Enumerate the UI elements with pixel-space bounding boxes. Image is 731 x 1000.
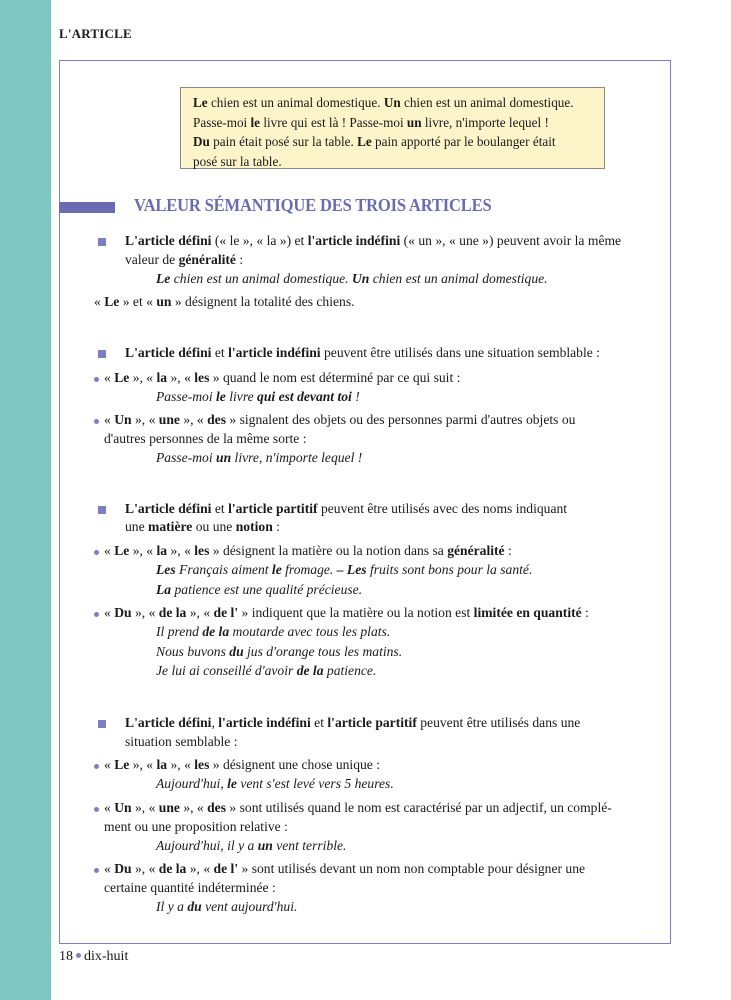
text-run: patience est une qualité précieuse. [171, 582, 363, 597]
text-run: et [211, 501, 229, 516]
dot-bullet-icon [94, 419, 99, 424]
bold-text: un [216, 450, 232, 465]
text-run: », « [129, 543, 157, 558]
text-run: valeur de [125, 252, 179, 267]
dot-bullet-icon [94, 550, 99, 555]
bold-text: un [257, 838, 273, 853]
rule-text-line [104, 757, 380, 773]
text-run: » signalent des objets ou des personnes parmi d'autres objets ou [226, 412, 576, 427]
bold-text: l'article partitif [228, 501, 318, 516]
dot-bullet-icon [94, 377, 99, 382]
bold-text: de l' [213, 861, 239, 876]
text-run: Aujourd'hui, [156, 776, 228, 791]
text-run: (« le », « la ») et [211, 233, 308, 248]
bold-text: des [207, 800, 227, 815]
rule-text-line [104, 861, 585, 877]
bold-text: des [207, 412, 227, 427]
bold-text: le [271, 562, 282, 577]
bold-text: généralité [447, 543, 505, 558]
text-run: d'autres personnes de la même sorte : [104, 431, 307, 446]
text-run: » et « [119, 294, 157, 309]
text-run: « [104, 543, 115, 558]
bold-text: Le [114, 370, 130, 385]
rule-text-line [125, 233, 621, 249]
square-bullet-icon [98, 350, 106, 358]
text-run: « [104, 605, 115, 620]
text-run: Il prend [156, 624, 203, 639]
text-run: : [581, 605, 589, 620]
bold-text: du [229, 644, 244, 659]
bold-text: Le [193, 95, 208, 110]
example-sentence [156, 644, 402, 660]
text-run: », « [186, 605, 214, 620]
bold-text: Les [156, 562, 176, 577]
bold-text: Du [193, 134, 210, 150]
text-run: », « [167, 370, 195, 385]
text-run: et [211, 345, 229, 360]
bold-text: notion [235, 519, 273, 534]
bold-text: Du [114, 605, 132, 620]
bold-text: Le [104, 294, 120, 309]
bold-text: Du [114, 861, 132, 876]
text-run: chien est un animal domestique. [207, 95, 384, 110]
example-sentence [156, 899, 297, 915]
text-run: une [125, 519, 149, 534]
text-run: chien est un animal domestique. [400, 95, 574, 110]
rule-text-line [125, 252, 243, 268]
text-run: « [104, 412, 115, 427]
square-bullet-icon [98, 238, 106, 246]
text-run: », « [179, 800, 208, 815]
bold-text: la [156, 543, 168, 558]
text-run: » désignent la totalité des chiens. [171, 294, 355, 309]
text-run: fromage. [281, 562, 337, 577]
rule-text-line [104, 800, 612, 816]
text-run: ment ou une proposition relative : [104, 819, 288, 834]
chapter-header: L'ARTICLE [59, 26, 132, 41]
example-line [193, 113, 594, 133]
text-run: peuvent être utilisés dans une [416, 715, 581, 730]
text-run: peuvent être utilisés avec des noms indiquant [317, 501, 568, 516]
text-run: « [94, 294, 105, 309]
dot-bullet-icon [94, 868, 99, 873]
text-run: ou une [192, 519, 236, 534]
text-run: jus d'orange tous les matins. [243, 644, 403, 659]
bold-text: les [194, 757, 210, 772]
bold-text: l'article indéfini [218, 715, 311, 730]
bold-text: l'article indéfini [307, 233, 401, 248]
bold-text: – Les [336, 562, 367, 577]
text-run: , [211, 715, 219, 730]
example-sentence [156, 582, 362, 598]
bold-text: qui est devant toi [257, 389, 352, 404]
text-run: vent aujourd'hui. [201, 899, 298, 914]
text-run: fruits sont bons pour la santé. [366, 562, 533, 577]
text-run: moutarde avec tous les plats. [229, 624, 391, 639]
example-sentence [156, 389, 360, 405]
bold-text: Le [357, 134, 372, 150]
text-run: Passe-moi [193, 114, 251, 130]
text-run: » indiquent que la matière ou la notion est [238, 605, 474, 620]
text-run: situation semblable : [125, 734, 238, 749]
text-run: patience. [323, 663, 377, 678]
bold-text: le [227, 776, 237, 791]
bold-text: Le [156, 271, 171, 286]
text-run: « [104, 800, 115, 815]
text-run: livre, n'importe lequel ! [231, 450, 363, 465]
example-sentence [156, 663, 376, 679]
bold-text: limitée en quantité [473, 605, 582, 620]
rule-text-line [125, 715, 580, 731]
text-run: Passe-moi [156, 389, 217, 404]
bold-text: le [216, 389, 226, 404]
text-run: : [504, 543, 512, 558]
text-run: : [272, 519, 280, 534]
bold-text: une [158, 412, 180, 427]
text-run: Aujourd'hui, il y a [156, 838, 258, 853]
text-run: », « [167, 543, 195, 558]
bold-text: les [194, 370, 210, 385]
text-run: (« un », « une ») peuvent avoir la même [400, 233, 622, 248]
text-run: », « [131, 605, 159, 620]
page-number: 18 [59, 949, 73, 964]
text-run: Il y a [156, 899, 188, 914]
rule-text-line [104, 605, 589, 621]
text-run: pain apporté par le boulanger était [371, 134, 556, 150]
bold-text: La [156, 582, 172, 597]
rule-text-line [125, 345, 600, 361]
text-run: : [235, 252, 244, 267]
rule-text-line [94, 294, 355, 310]
text-run: vent terrible. [272, 838, 347, 853]
example-sentence [156, 271, 548, 287]
bold-text: du [187, 899, 202, 914]
bold-text: la [156, 757, 168, 772]
text-run: », « [131, 412, 159, 427]
text-run: » quand le nom est déterminé par ce qui suit : [209, 370, 461, 385]
bold-text: un [406, 114, 422, 130]
example-line [193, 132, 594, 152]
text-run: », « [186, 861, 214, 876]
section-title-bar [59, 202, 115, 213]
bold-text: l'article partitif [327, 715, 417, 730]
text-run: « [104, 757, 115, 772]
bold-text: Un [114, 800, 132, 815]
text-run: », « [179, 412, 208, 427]
bold-text: matière [148, 519, 193, 534]
bold-text: de la [296, 663, 324, 678]
rule-text-line [104, 819, 288, 835]
page-number-words: dix-huit [84, 949, 129, 964]
text-run: ! [351, 389, 360, 404]
bold-text: de la [158, 605, 187, 620]
square-bullet-icon [98, 506, 106, 514]
bold-text: de l' [213, 605, 239, 620]
bold-text: Un [383, 95, 401, 110]
bold-text: L'article défini [125, 715, 212, 730]
text-run: Français aiment [175, 562, 272, 577]
text-run: chien est un animal domestique. [369, 271, 548, 286]
bold-text: de la [202, 624, 230, 639]
text-run: » désignent une chose unique : [209, 757, 381, 772]
text-run: Je lui ai conseillé d'avoir [156, 663, 297, 678]
rule-text-line [104, 543, 512, 559]
square-bullet-icon [98, 720, 106, 728]
rule-text-line [104, 370, 460, 386]
text-run: livre [225, 389, 258, 404]
dot-bullet-icon [94, 612, 99, 617]
bold-text: généralité [178, 252, 236, 267]
bold-text: L'article défini [125, 345, 212, 360]
text-run: posé sur la table. [193, 153, 282, 169]
bold-text: Le [114, 757, 130, 772]
example-line [193, 93, 594, 113]
bold-text: Un [351, 271, 370, 286]
text-run: pain était posé sur la table. [209, 134, 358, 150]
example-sentence [156, 562, 532, 578]
page-footer [59, 949, 128, 965]
bold-text: une [158, 800, 180, 815]
rule-text-line [104, 412, 575, 428]
text-run: livre, n'importe lequel ! [421, 114, 549, 130]
bold-text: les [194, 543, 210, 558]
text-run: » sont utilisés devant un nom non comptable pour désigner une [238, 861, 586, 876]
text-run: Nous buvons [156, 644, 230, 659]
bold-text: un [156, 294, 172, 309]
text-run: », « [131, 800, 159, 815]
text-run: » sont utilisés quand le nom est caractérisé par un adjectif, un complé- [226, 800, 612, 815]
bold-text: de la [158, 861, 187, 876]
text-run: chien est un animal domestique. [170, 271, 352, 286]
bold-text: L'article défini [125, 501, 212, 516]
example-sentence [156, 450, 362, 466]
text-run: certaine quantité indéterminée : [104, 880, 276, 895]
text-run: « [104, 861, 115, 876]
text-run: », « [131, 861, 159, 876]
bullet-dot-icon [76, 953, 81, 958]
bold-text: L'article défini [125, 233, 212, 248]
bold-text: Le [114, 543, 130, 558]
text-run: », « [167, 757, 195, 772]
side-color-band [0, 0, 51, 1000]
rule-text-line [125, 734, 238, 750]
rule-text-line [104, 431, 307, 447]
text-run: », « [129, 757, 157, 772]
example-sentence [156, 776, 394, 792]
text-run: » désignent la matière ou la notion dans sa [209, 543, 448, 558]
text-run: « [104, 370, 115, 385]
example-line [193, 152, 594, 172]
bold-text: le [250, 114, 261, 130]
example-sentence [156, 838, 346, 854]
example-box [180, 87, 605, 169]
rule-text-line [104, 880, 276, 896]
text-run: peuvent être utilisés dans une situation semblable : [320, 345, 600, 360]
text-run: Passe-moi [156, 450, 217, 465]
text-run: et [310, 715, 328, 730]
bold-text: l'article indéfini [228, 345, 321, 360]
text-run: », « [129, 370, 157, 385]
dot-bullet-icon [94, 764, 99, 769]
rule-text-line [125, 519, 280, 535]
text-run: livre qui est là ! Passe-moi [260, 114, 407, 130]
text-run: vent s'est levé vers 5 heures. [236, 776, 394, 791]
dot-bullet-icon [94, 807, 99, 812]
example-sentence [156, 624, 390, 640]
rule-text-line [125, 501, 567, 517]
section-title: VALEUR SÉMANTIQUE DES TROIS ARTICLES [134, 195, 492, 215]
bold-text: la [156, 370, 168, 385]
bold-text: Un [114, 412, 132, 427]
